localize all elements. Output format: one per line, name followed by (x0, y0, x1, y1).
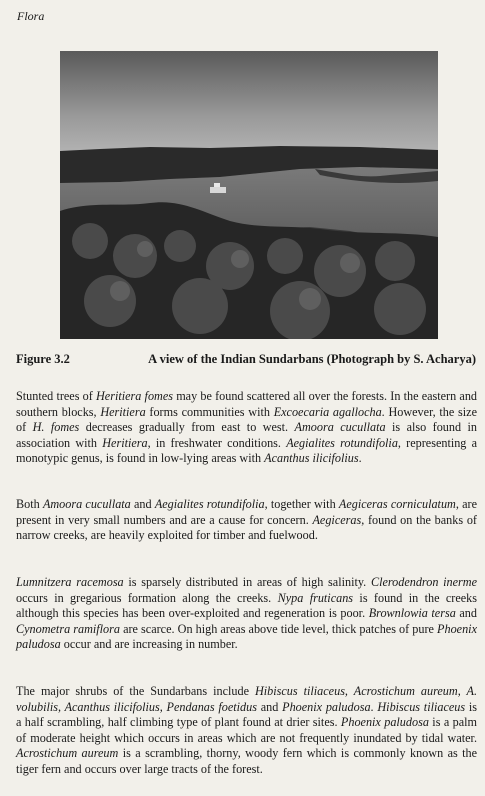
italic-term: Aegiceras (312, 512, 362, 527)
italic-term: Hibiscus tiliaceus (377, 699, 466, 714)
text-run: occurs in gregarious formation along the creeks. (16, 590, 278, 605)
figure-label: Figure 3.2 (16, 352, 70, 366)
text-run: is a half scrambling, half climbing type of plant found at drier sites. (16, 699, 478, 730)
italic-term: Aegialites rotundifolia (286, 435, 398, 450)
sky (60, 51, 438, 161)
italic-term: Acanthus ilicifolius (264, 451, 359, 466)
text-run: is also found in association with (16, 420, 478, 450)
text-run: is found in the creeks although this species has been over-exploited and regeneration is poor. (16, 590, 478, 621)
italic-term: Acrostichum aureum (16, 746, 119, 761)
italic-term: Aegialites rotundifolia (154, 497, 265, 511)
italic-term: Phoenix paludosa (282, 699, 371, 714)
figure-caption-text: A view of the Indian Sundarbans (Photograph by S. Acharya) (148, 352, 476, 366)
text-run: The major shrubs of the Sundarbans include (16, 684, 255, 698)
paragraph-1 (16, 389, 477, 467)
figure-caption (16, 352, 476, 367)
text-run: Both (16, 497, 43, 511)
italic-term: Hibiscus tiliaceus, Acrostichum aureum, A. volubilis, Acanthus ilicifolius, Pendanas foetidus (16, 684, 478, 714)
text-run: , in freshwater conditions. (147, 435, 287, 450)
text-run: is a palm of moderate height which occurs in areas which are not frequently inundated by tidal water. (16, 715, 477, 745)
photograph-illustration (60, 51, 438, 339)
italic-term: Amoora cucullata (294, 420, 386, 435)
text-run: and (455, 606, 477, 621)
text-run: may be found scattered all over the forests. In the eastern and southern blocks, (16, 389, 478, 419)
italic-term: Brownlowia tersa (368, 606, 456, 621)
text-run: . (370, 699, 378, 714)
paragraph-2 (16, 497, 477, 544)
text-run: are scarce. On high areas above tide level, thick patches of pure (119, 621, 438, 636)
paragraph-4 (16, 684, 477, 778)
italic-term: Heritiera (100, 404, 146, 419)
sundarbans-photograph (60, 51, 438, 339)
boat-cabin (214, 183, 220, 187)
italic-term: Heritiera (102, 435, 148, 450)
italic-term: Amoora cucullata (42, 497, 131, 511)
text-run: . However, the size of (16, 404, 477, 435)
text-run: and (257, 699, 283, 714)
italic-term: Heritiera fomes (96, 389, 173, 403)
italic-term: Phoenix paludosa (340, 715, 429, 730)
italic-term: Clerodendron inerme (370, 575, 477, 589)
text-run: Stunted trees of (16, 389, 96, 403)
text-run: and (130, 497, 155, 511)
text-run: is sparsely distributed in areas of high salinity. (123, 575, 371, 589)
text-run: , together with (264, 497, 339, 511)
text-run: decreases gradually from east to west. (79, 420, 295, 435)
running-head: Flora (17, 9, 45, 23)
text-run: , found on the banks of narrow creeks, are heavily exploited for timber and fuelwood. (16, 512, 477, 543)
text-run: , are present in very small numbers and are a cause for concern. (16, 497, 477, 527)
text-run: occur and are increasing in number. (60, 637, 238, 652)
italic-term: Aegiceras corniculatum (338, 497, 456, 511)
boat (210, 187, 226, 193)
italic-term: Cynometra ramiflora (16, 621, 120, 636)
italic-term: H. fomes (32, 420, 80, 435)
italic-term: Excoecaria agallocha (273, 404, 382, 419)
paragraph-3 (16, 575, 477, 653)
text-run: forms communities with (145, 404, 274, 419)
italic-term: Lumnitzera racemosa (16, 575, 124, 589)
italic-term: Nypa fruticans (277, 590, 354, 605)
italic-term: Phoenix paludosa (16, 621, 477, 652)
text-run: . (358, 451, 362, 466)
text-run: , representing a monotypic genus, is found in low-lying areas with (16, 435, 478, 466)
text-run: is a scrambling, thorny, woody fern which is commonly known as the tiger fern and occurs over large tracts of the forest. (16, 746, 478, 776)
